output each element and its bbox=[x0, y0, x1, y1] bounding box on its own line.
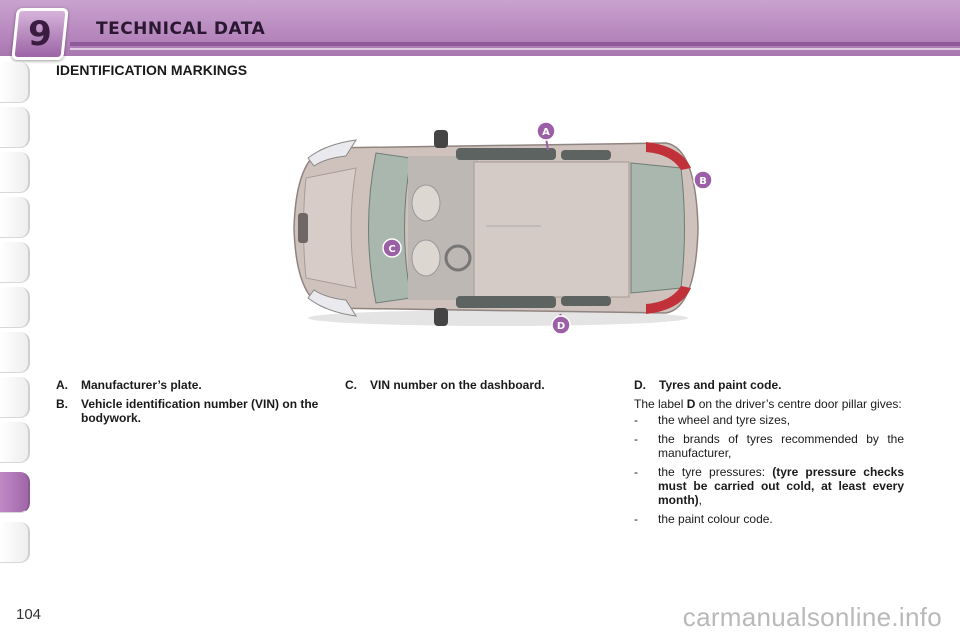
bullet-text: the tyre pressures: bbox=[658, 465, 766, 479]
chapter-tab-7[interactable] bbox=[0, 332, 30, 373]
legend-key: C. bbox=[345, 378, 357, 392]
header-rule bbox=[70, 42, 960, 46]
intro-after: on the driver’s centre door pillar gives: bbox=[698, 397, 902, 411]
chapter-number: 9 bbox=[28, 14, 52, 54]
header-rule-highlight bbox=[70, 48, 960, 50]
chapter-tab-8[interactable] bbox=[0, 377, 30, 418]
legend-item-b bbox=[56, 397, 338, 425]
svg-text:D: D bbox=[556, 321, 566, 332]
legend-key: D. bbox=[634, 378, 646, 392]
bullet-item: - the tyre pressures: (tyre pressure checks must be carried out cold, at least every month), bbox=[634, 465, 905, 507]
bullet-text: the brands of tyres recommended by the manufacturer, bbox=[658, 432, 904, 460]
car-rear-window bbox=[631, 163, 685, 293]
callout-b-marker bbox=[694, 171, 712, 189]
bullet-item: - the paint colour code. bbox=[634, 512, 904, 526]
bullet-item: - the wheel and tyre sizes, bbox=[634, 413, 904, 427]
chapter-tab-9[interactable] bbox=[0, 422, 30, 463]
bullet-text: the paint colour code. bbox=[658, 512, 773, 526]
chapter-tab bbox=[11, 8, 68, 60]
legend-item-c bbox=[345, 378, 615, 392]
label-intro bbox=[634, 397, 904, 411]
page-number: 104 bbox=[16, 606, 42, 623]
chapter-tab-1[interactable] bbox=[0, 62, 30, 103]
legend-key: B. bbox=[56, 397, 68, 411]
legend-key: A. bbox=[56, 378, 68, 392]
car-illustration bbox=[286, 118, 706, 338]
legend-text: Manufacturer’s plate. bbox=[81, 378, 202, 392]
legend-item-a bbox=[56, 378, 338, 392]
legend-text: Vehicle identification number (VIN) on the bodywork. bbox=[81, 397, 319, 425]
svg-text:C: C bbox=[388, 244, 396, 255]
chapter-tab-3[interactable] bbox=[0, 152, 30, 193]
legend-item-d bbox=[634, 378, 904, 392]
car-windscreen bbox=[369, 153, 412, 303]
chapter-tab-4[interactable] bbox=[0, 197, 30, 238]
pressure-note: (tyre pressure checks must be carried out cold, at least every month) bbox=[658, 465, 905, 507]
chapter-tab-2[interactable] bbox=[0, 107, 30, 148]
legend-column-3 bbox=[634, 378, 904, 531]
car-roof bbox=[474, 162, 629, 297]
chapter-tab-11[interactable] bbox=[0, 522, 30, 563]
chapter-tab-5[interactable] bbox=[0, 242, 30, 283]
watermark: carmanualsonline.info bbox=[682, 602, 942, 632]
car-hood bbox=[304, 168, 357, 288]
bullet-text-pressures bbox=[658, 465, 904, 507]
legend-text: Tyres and paint code. bbox=[659, 378, 782, 392]
car-cabin bbox=[408, 156, 478, 300]
chapter-tabs-strip bbox=[0, 62, 34, 582]
section-title: IDENTIFICATION MARKINGS bbox=[56, 62, 248, 78]
legend-text: VIN number on the dashboard. bbox=[370, 378, 545, 392]
bullet-text: the wheel and tyre sizes, bbox=[658, 413, 791, 427]
intro-bold-d: D bbox=[686, 397, 696, 411]
legend-column-1 bbox=[56, 378, 338, 430]
chapter-tab-active[interactable] bbox=[0, 472, 30, 513]
car-grille bbox=[298, 213, 308, 243]
callout-c-marker bbox=[382, 239, 401, 257]
intro-before: The label bbox=[634, 397, 684, 411]
pressure-suffix: , bbox=[698, 493, 702, 507]
car-top-view-figure bbox=[286, 118, 706, 338]
chapter-title: TECHNICAL DATA bbox=[96, 19, 266, 39]
chapter-tab-6[interactable] bbox=[0, 287, 30, 328]
svg-text:A: A bbox=[542, 127, 550, 138]
bullet-item: - the brands of tyres recommended by the manufacturer, bbox=[634, 432, 904, 460]
legend-column-2 bbox=[345, 378, 615, 397]
svg-text:B: B bbox=[699, 176, 707, 187]
